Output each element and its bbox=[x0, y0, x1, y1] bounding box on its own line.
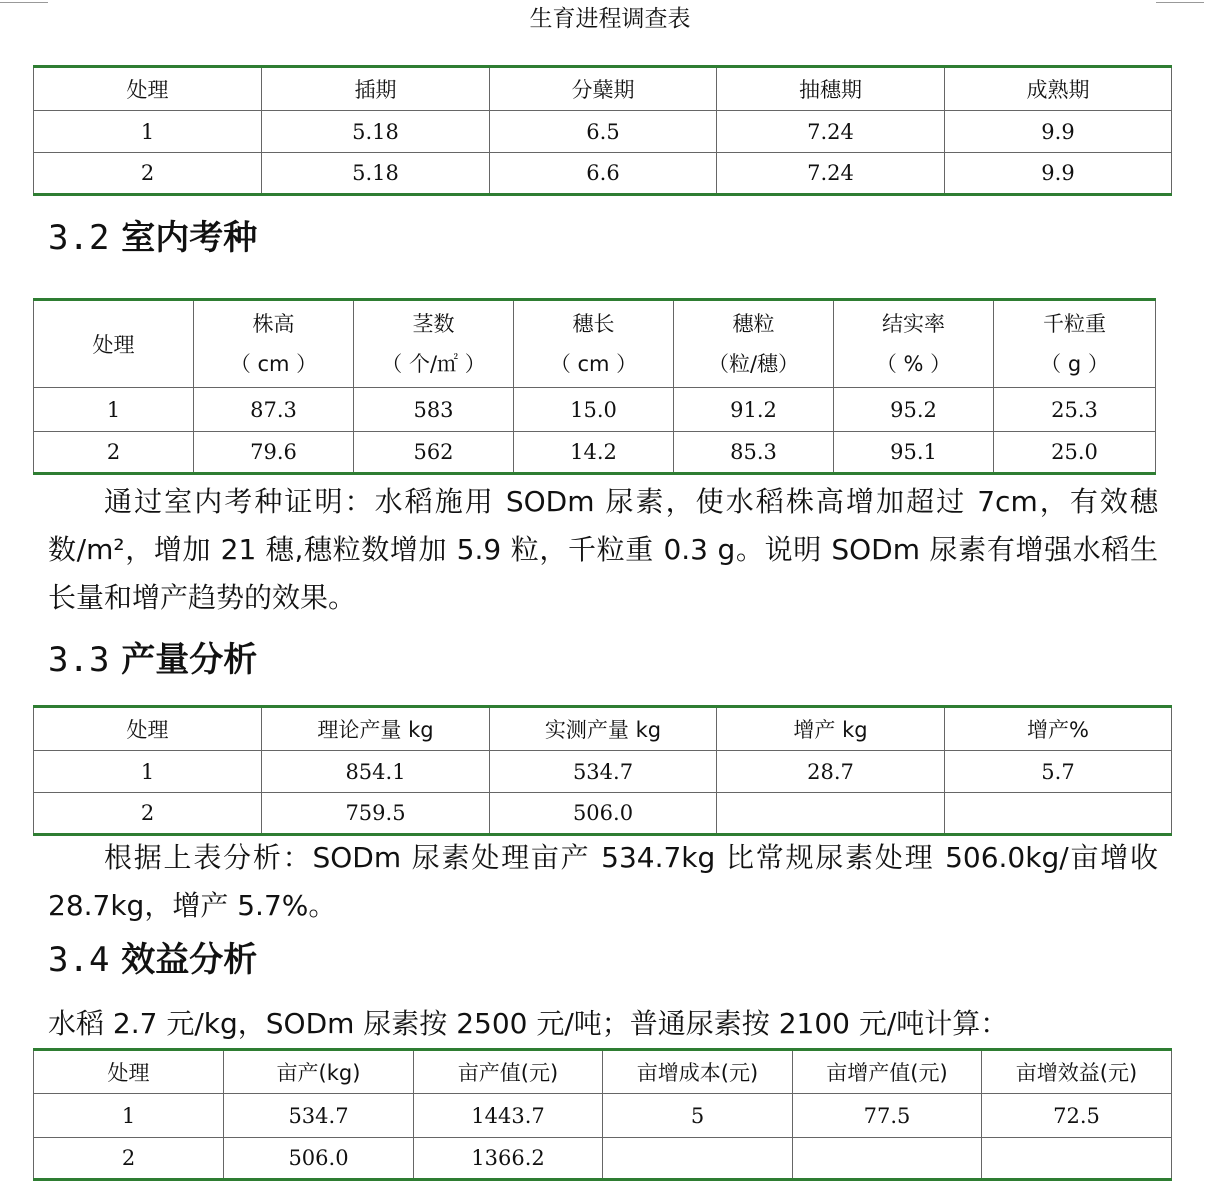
header-unit: （粒/穗） bbox=[707, 352, 800, 376]
header-cell: 处理 bbox=[34, 300, 194, 388]
page-edge-right bbox=[1156, 2, 1204, 3]
table-cell bbox=[793, 1138, 982, 1180]
section-title: 产量分析 bbox=[121, 640, 258, 680]
header-cell: 处理 bbox=[34, 707, 262, 751]
table-cell: 2 bbox=[34, 793, 262, 835]
header-cell: 实测产量 kg bbox=[490, 707, 717, 751]
benefit-intro: 水稻 2.7 元/kg，SODm 尿素按 2500 元/吨；普通尿素按 2100 元/吨计算： bbox=[48, 1007, 1009, 1040]
table-cell: 2 bbox=[34, 153, 262, 195]
section-number: 3.3 bbox=[48, 640, 110, 680]
table-cell bbox=[982, 1138, 1172, 1180]
table-cell: 91.2 bbox=[674, 388, 834, 432]
table-cell: 506.0 bbox=[224, 1138, 414, 1180]
table-cell: 9.9 bbox=[945, 111, 1172, 153]
header-unit: （ 个/㎡ ） bbox=[381, 352, 486, 376]
section-number: 3.2 bbox=[48, 218, 110, 258]
header-label: 结实率 bbox=[882, 312, 945, 336]
table-header-row bbox=[34, 67, 1172, 111]
section-title: 室内考种 bbox=[121, 218, 258, 258]
section-heading-3-2 bbox=[48, 216, 257, 260]
table-cell: 7.24 bbox=[717, 153, 945, 195]
table-cell: 5 bbox=[603, 1094, 793, 1138]
header-label: 株高 bbox=[252, 312, 295, 336]
page-edge-left bbox=[0, 2, 48, 3]
table-cell: 77.5 bbox=[793, 1094, 982, 1138]
header-cell: 亩增效益(元) bbox=[982, 1050, 1172, 1094]
doc-title: 生育进程调查表 bbox=[529, 6, 691, 32]
table-cell: 95.2 bbox=[834, 388, 994, 432]
header-cell: 处理 bbox=[34, 67, 262, 111]
table-cell: 6.5 bbox=[490, 111, 717, 153]
table-cell: 6.6 bbox=[490, 153, 717, 195]
header-cell: 亩增产值(元) bbox=[793, 1050, 982, 1094]
section-title: 效益分析 bbox=[121, 940, 258, 980]
header-cell: 分蘖期 bbox=[490, 67, 717, 111]
yield-table bbox=[33, 705, 1172, 836]
header-unit: （ % ） bbox=[875, 352, 952, 376]
table-cell: 7.24 bbox=[717, 111, 945, 153]
table-cell: 759.5 bbox=[262, 793, 490, 835]
header-cell: 增产 kg bbox=[717, 707, 945, 751]
table-cell: 95.1 bbox=[834, 432, 994, 474]
table-cell: 506.0 bbox=[490, 793, 717, 835]
header-label: 穗粒 bbox=[732, 312, 775, 336]
table-cell: 15.0 bbox=[514, 388, 674, 432]
header-label: 千粒重 bbox=[1043, 312, 1106, 336]
table-cell: 534.7 bbox=[490, 751, 717, 793]
header-cell: 亩增成本(元) bbox=[603, 1050, 793, 1094]
indoor-test-paragraph: 通过室内考种证明：水稻施用 SODm 尿素，使水稻株高增加超过 7cm，有效穗数/m²，增加 21 穗,穗粒数增加 5.9 粒，千粒重 0.3 g。说明 SODm 尿素有增强水稻生长量和增产趋势的效果。 bbox=[48, 485, 1158, 614]
table-cell: 87.3 bbox=[194, 388, 354, 432]
table-cell bbox=[603, 1138, 793, 1180]
section-heading-3-4 bbox=[48, 938, 257, 982]
table-cell: 1 bbox=[34, 111, 262, 153]
table-cell bbox=[945, 793, 1172, 835]
table-cell: 5.18 bbox=[262, 153, 490, 195]
header-cell bbox=[674, 300, 834, 388]
table-cell: 79.6 bbox=[194, 432, 354, 474]
yield-paragraph: 根据上表分析：SODm 尿素处理亩产 534.7kg 比常规尿素处理 506.0kg/亩增收 28.7kg，增产 5.7%。 bbox=[48, 841, 1158, 922]
table-header-row bbox=[34, 1050, 1172, 1094]
table-cell: 5.7 bbox=[945, 751, 1172, 793]
header-unit: （ g ） bbox=[1040, 352, 1109, 376]
table-cell: 1 bbox=[34, 388, 194, 432]
header-unit: （ cm ） bbox=[549, 352, 638, 376]
table-cell: 9.9 bbox=[945, 153, 1172, 195]
table-cell: 5.18 bbox=[262, 111, 490, 153]
header-cell: 亩产(kg) bbox=[224, 1050, 414, 1094]
table-cell: 562 bbox=[354, 432, 514, 474]
table-cell: 25.0 bbox=[994, 432, 1156, 474]
header-cell: 插期 bbox=[262, 67, 490, 111]
section-heading-3-3 bbox=[48, 638, 257, 682]
header-cell: 亩产值(元) bbox=[414, 1050, 603, 1094]
table-cell: 2 bbox=[34, 432, 194, 474]
table-cell: 854.1 bbox=[262, 751, 490, 793]
table-header-row bbox=[34, 300, 1156, 388]
benefit-table bbox=[33, 1048, 1172, 1181]
table-row bbox=[34, 793, 1172, 835]
header-cell: 成熟期 bbox=[945, 67, 1172, 111]
header-cell bbox=[514, 300, 674, 388]
table-row bbox=[34, 388, 1156, 432]
header-label: 茎数 bbox=[412, 312, 455, 336]
table-cell: 583 bbox=[354, 388, 514, 432]
table-cell: 14.2 bbox=[514, 432, 674, 474]
header-cell bbox=[834, 300, 994, 388]
table-row bbox=[34, 432, 1156, 474]
growth-table bbox=[33, 65, 1172, 196]
table-cell: 28.7 bbox=[717, 751, 945, 793]
header-cell: 抽穗期 bbox=[717, 67, 945, 111]
table-row bbox=[34, 111, 1172, 153]
indoor-test-table bbox=[33, 298, 1156, 475]
header-cell bbox=[994, 300, 1156, 388]
table-cell bbox=[717, 793, 945, 835]
header-cell bbox=[354, 300, 514, 388]
table-cell: 1 bbox=[34, 751, 262, 793]
table-cell: 1 bbox=[34, 1094, 224, 1138]
table-header-row bbox=[34, 707, 1172, 751]
table-cell: 1443.7 bbox=[414, 1094, 603, 1138]
table-row bbox=[34, 1094, 1172, 1138]
table-row bbox=[34, 1138, 1172, 1180]
table-cell: 534.7 bbox=[224, 1094, 414, 1138]
header-label: 穗长 bbox=[572, 312, 615, 336]
table-cell: 85.3 bbox=[674, 432, 834, 474]
header-cell bbox=[194, 300, 354, 388]
header-unit: （ cm ） bbox=[229, 352, 318, 376]
header-cell: 处理 bbox=[34, 1050, 224, 1094]
header-cell: 理论产量 kg bbox=[262, 707, 490, 751]
table-cell: 25.3 bbox=[994, 388, 1156, 432]
header-cell: 增产% bbox=[945, 707, 1172, 751]
table-cell: 72.5 bbox=[982, 1094, 1172, 1138]
table-row bbox=[34, 751, 1172, 793]
section-number: 3.4 bbox=[48, 940, 110, 980]
table-row bbox=[34, 153, 1172, 195]
table-cell: 1366.2 bbox=[414, 1138, 603, 1180]
table-cell: 2 bbox=[34, 1138, 224, 1180]
